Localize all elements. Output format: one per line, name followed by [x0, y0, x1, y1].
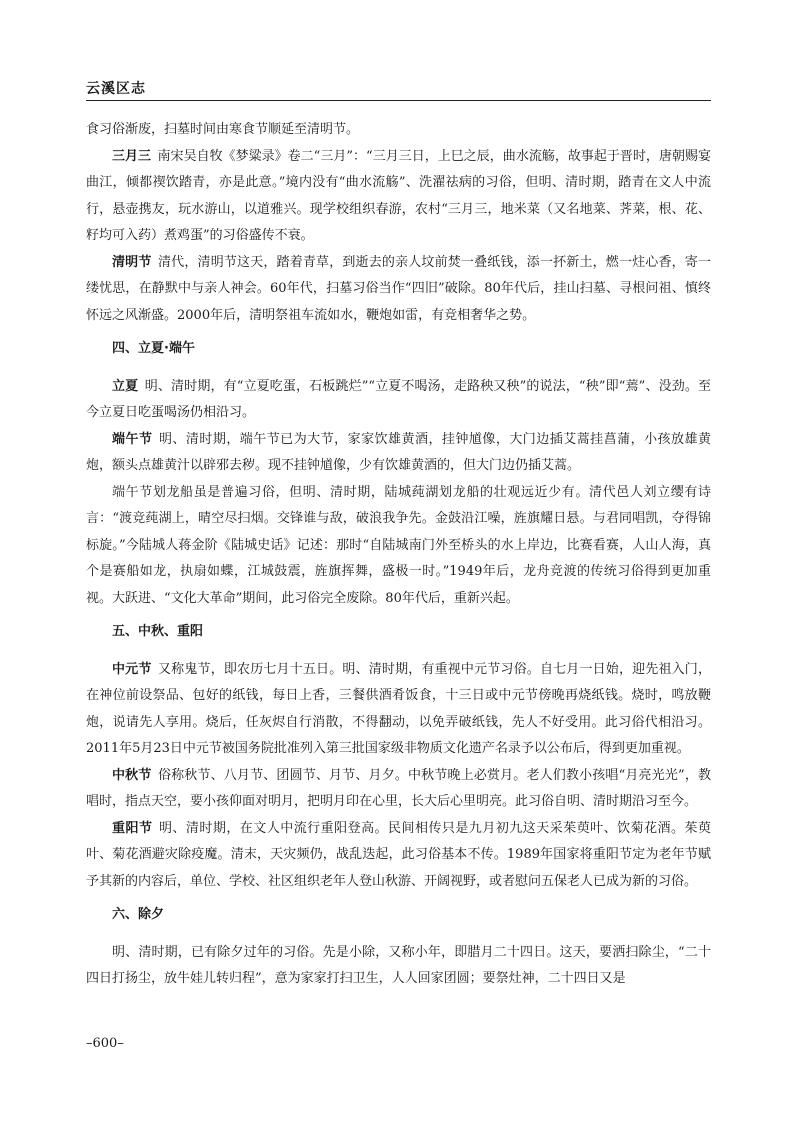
term-zhongqiu: 中秋节: [112, 767, 152, 783]
paragraph-zhongqiu: [86, 763, 711, 816]
paragraph-zhongyuan: [86, 657, 711, 763]
term-sanyuesan: 三月三: [112, 148, 152, 164]
text-zhongqiu: 俗称秋节、八月节、团圆节、月节、月夕。中秋节晚上必赏月。老人们教小孩唱“月亮光光”，教唱时，指点天空，要小孩仰面对明月，把明月印在心里，长大后心里明亮。此习俗自明、清时期沿习至今。: [86, 767, 711, 809]
section-heading-chuxi: 六、除夕: [112, 907, 165, 922]
paragraph-chongyang: [86, 816, 711, 896]
text-sanyuesan: 南宋吴自牧《梦粱录》卷二“三月”：“三月三日，上巳之辰，曲水流觞，故事起于晋时，唐朝赐宴曲江，倾都禊饮踏青，亦是此意。”境内没有“曲水流觞”、洗濯祛病的习俗，但明、清时期，踏青在文人中流行，悬壶携友，玩水游山，以道雅兴。现学校组织春游，农村“三月三，地米菜（又名地菜、荠菜，根、花、籽均可入药）煮鸡蛋”的习俗盛传不衰。: [86, 148, 711, 243]
paragraph-continuation: 食习俗渐废，扫墓时间由寒食节顺延至清明节。: [86, 122, 360, 137]
paragraph-dragon-boat: 端午节划龙船虽是普遍习俗，但明、清时期，陆城莼湖划龙船的壮观远近少有。清代邑人刘立缨有诗言：“渡竞莼湖上，晴空尽扫烟。交锋谁与敌，破浪我争先。金鼓沿江噪，旌旗耀日悬。与君同唱凯，夺得锦标旋。”今陆城人蒋金阶《陆城史话》记述：那时“自陆城南门外至桥头的水上岸边，比赛看赛，人山人海，真个是赛船如龙，执扇如蝶，江城鼓震，旌旗挥舞，盛极一时。”1949年后，龙舟竞渡的传统习俗得到更加重视。大跃进、“文化大革命”期间，此习俗完全废除。80年代后，重新兴起。: [86, 484, 711, 606]
paragraph-sanyuesan: [86, 144, 711, 250]
paragraph-chuxi: 明、清时期，已有除夕过年的习俗。先是小除，又称小年，即腊月二十四日。这天，要洒扫除尘，“二十四日打扬尘，放牛娃儿转归程”，意为家家打扫卫生，人人回家团圆；要祭灶神，二十四日又是: [86, 944, 711, 986]
running-header-title: 云溪区志: [86, 81, 146, 97]
paragraph-lixia: [86, 374, 711, 427]
term-lixia: 立夏: [112, 378, 139, 394]
text-lixia: 明、清时期，有“立夏吃蛋，石板跳烂”“立夏不喝汤，走路秧又秧”的说法，“秧”即“蔫”、没劲。至今立夏日吃蛋喝汤仍相沿习。: [86, 378, 711, 420]
text-zhongyuan: 又称鬼节，即农历七月十五日。明、清时期，有重视中元节习俗。自七月一日始，迎先祖入门，在神位前设祭品、包好的纸钱，每日上香，三餐供酒肴饭食，十三日或中元节傍晚再烧纸钱。烧时，鸣放鞭炮，说请先人享用。烧后，任灰烬自行消散，不得翻动，以免弄破纸钱，先人不好受用。此习俗代相沿习。2011年5月23日中元节被国务院批准列入第三批国家级非物质文化遗产名录予以公布后，得到更加重视。: [86, 661, 711, 756]
paragraph-qingming: [86, 250, 711, 330]
term-duanwu: 端午节: [112, 431, 153, 447]
header-divider: [86, 100, 711, 101]
term-zhongyuan: 中元节: [112, 661, 152, 677]
text-duanwu: 明、清时期，端午节已为大节，家家饮雄黄酒，挂钟馗像，大门边插艾蒿挂菖蒲，小孩放雄黄炮，额头点雄黄汁以辟邪去秽。现不挂钟馗像，少有饮雄黄酒的，但大门边仍插艾蒿。: [86, 431, 711, 473]
text-qingming: 清代，清明节这天，踏着青草，到逝去的亲人坟前焚一叠纸钱，添一抔新土，燃一炷心香，寄一缕忧思，在静默中与亲人神会。60年代，扫墓习俗当作“四旧”破除。80年代后，挂山扫墓、寻根问祖、慎终怀远之风渐盛。2000年后，清明祭祖车流如水，鞭炮如雷，有竞相奢华之势。: [86, 254, 711, 323]
section-heading-lixia-duanwu: 四、立夏·端午: [112, 341, 195, 356]
page-body: [86, 117, 711, 993]
page-number: –600–: [86, 1036, 124, 1051]
section-heading-zhongqiu-chongyang: 五、中秋、重阳: [112, 624, 204, 639]
paragraph-duanwu: [86, 427, 711, 480]
text-chongyang: 明、清时期，在文人中流行重阳登高。民间相传只是九月初九这天采茱萸叶、饮菊花酒。茱萸叶、菊花酒避灾除疫魔。清末，天灾频仍，战乱迭起，此习俗基本不传。1989年国家将重阳节定为老年节赋予其新的内容后，单位、学校、社区组织老年人登山秋游、开阔视野，或者慰问五保老人已成为新的习俗。: [86, 820, 711, 889]
term-chongyang: 重阳节: [112, 820, 153, 836]
term-qingming: 清明节: [112, 254, 152, 270]
